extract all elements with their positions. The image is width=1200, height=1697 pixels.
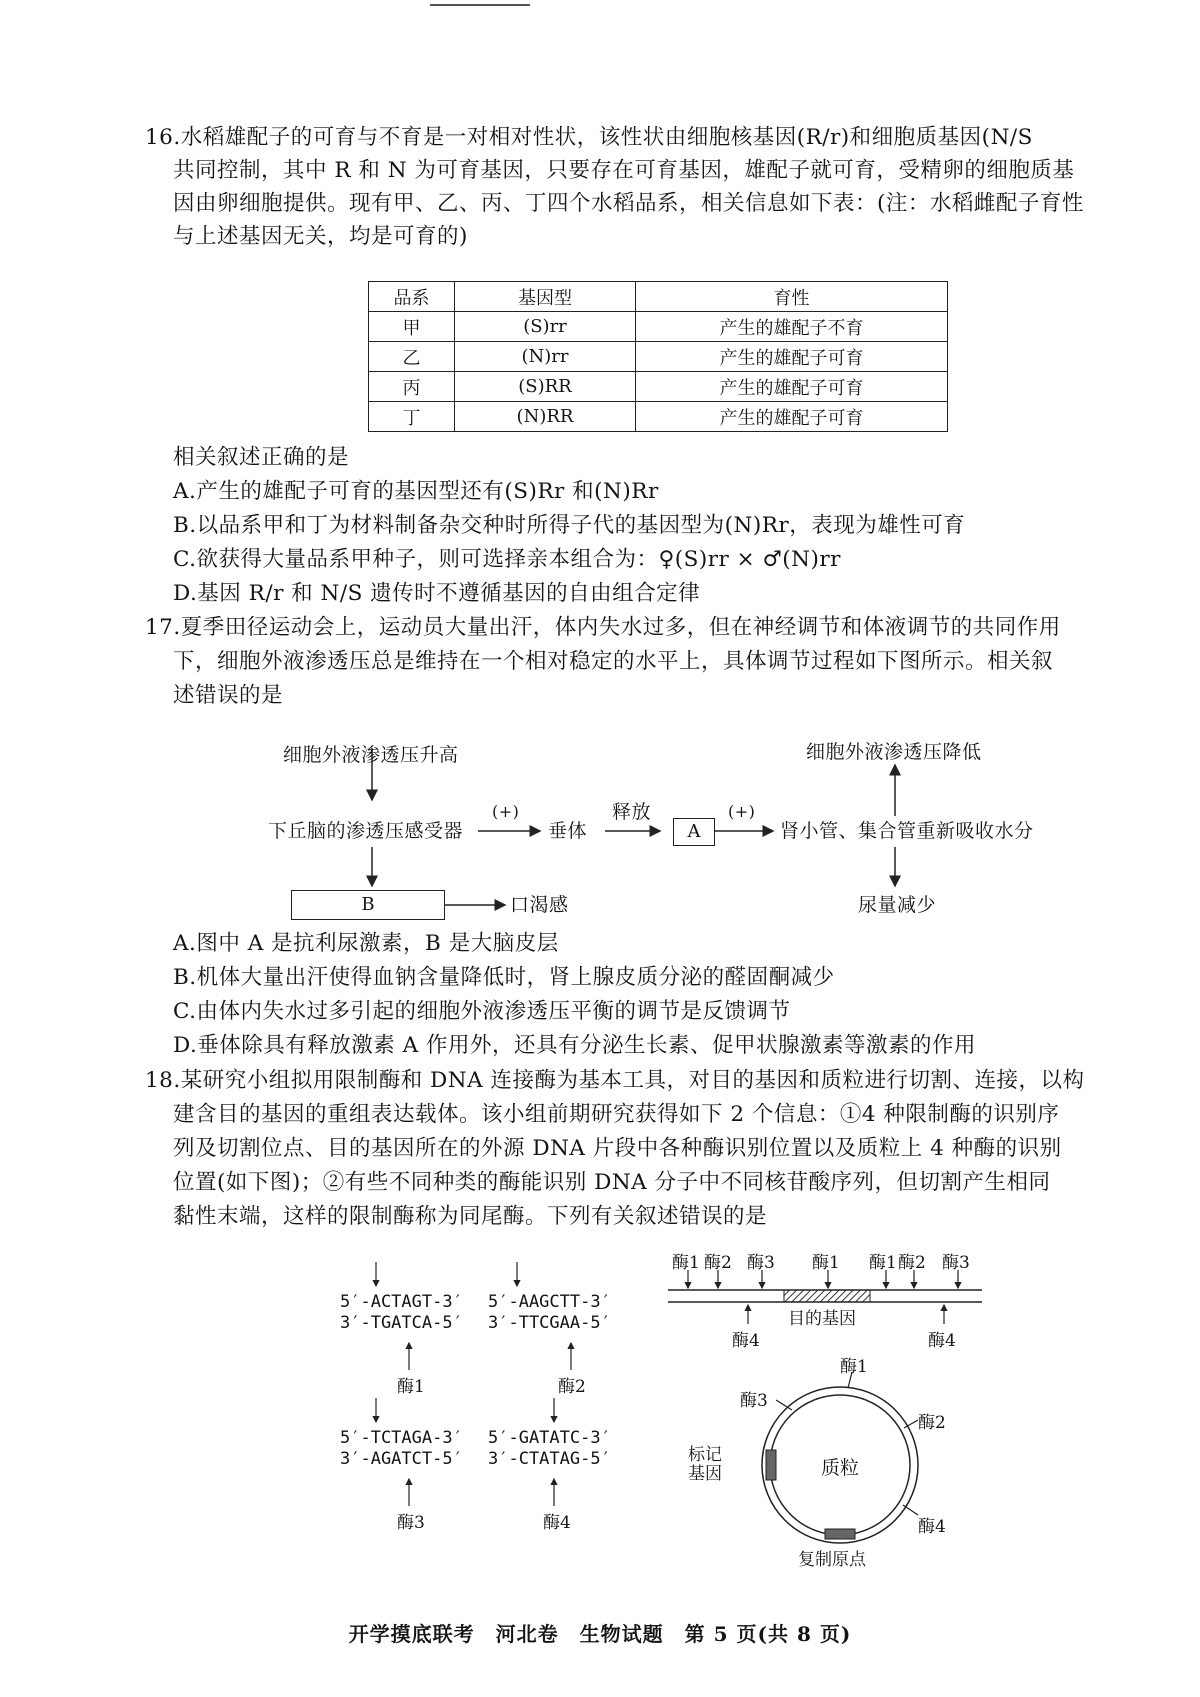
q18-line-3: 列及切割位点、目的基因所在的外源 DNA 片段中各种酶识别位置以及质粒上 4 种酶的识别 — [173, 1136, 1062, 1161]
plasmid-enzyme4: 酶4 — [918, 1517, 946, 1537]
table-header: 育性 — [636, 282, 948, 312]
table-cell: 产生的雄配子不育 — [636, 312, 948, 342]
dna-label-top: 酶3 — [747, 1253, 775, 1273]
q16-line-2: 共同控制，其中 R 和 N 为可育基因，只要存在可育基因，雄配子就可育，受精卵的细胞质基 — [173, 158, 1075, 183]
q18-line-2: 建含目的基因的重组表达载体。该小组前期研究获得如下 2 个信息：①4 种限制酶的识别序 — [173, 1102, 1060, 1127]
enzyme2-top-strand: 5′-AAGCTT-3′ — [488, 1292, 611, 1312]
diagram-end: 细胞外液渗透压降低 — [806, 741, 982, 763]
enzyme4-top-strand: 5′-GATATC-3′ — [488, 1428, 611, 1448]
q17-line-2: 下，细胞外液渗透压总是维持在一个相对稳定的水平上，具体调节过程如下图所示。相关叙 — [173, 649, 1054, 674]
table-cell: 丁 — [369, 402, 455, 432]
q17-option-b: B.机体大量出汗使得血钠含量降低时，肾上腺皮质分泌的醛固酮减少 — [173, 965, 835, 990]
diagram-plus-1: (+) — [492, 802, 520, 821]
plasmid-enzyme3: 酶3 — [740, 1391, 768, 1411]
dna-label-top: 酶2 — [704, 1253, 732, 1273]
diagram-receptor: 下丘脑的渗透压感受器 — [268, 820, 464, 842]
table-cell: 丙 — [369, 372, 455, 402]
q16-line-4: 与上述基因无关，均是可育的) — [173, 224, 468, 249]
table-cell: (S)RR — [455, 372, 636, 402]
enzyme4-label: 酶4 — [543, 1513, 571, 1533]
dna-label-top: 酶2 — [898, 1253, 926, 1273]
enzyme2-bottom-strand: 3′-TTCGAA-5′ — [488, 1313, 611, 1333]
dna-label-bottom: 酶4 — [732, 1331, 760, 1351]
q17-option-c: C.由体内失水过多引起的细胞外液渗透压平衡的调节是反馈调节 — [173, 999, 791, 1024]
q16-line-3: 因由卵细胞提供。现有甲、乙、丙、丁四个水稻品系，相关信息如下表：(注：水稻雌配子育性 — [173, 191, 1084, 216]
table-cell: 产生的雄配子可育 — [636, 342, 948, 372]
q16-option-b: B.以品系甲和丁为材料制备杂交种时所得子代的基因型为(N)Rr，表现为雄性可育 — [173, 513, 966, 538]
enzyme2-label: 酶2 — [558, 1377, 586, 1397]
enzyme3-bottom-strand: 3′-AGATCT-5′ — [340, 1449, 463, 1469]
diagram-box-a: A — [673, 818, 715, 846]
q16-option-c: C.欲获得大量品系甲种子，则可选择亲本组合为：♀(S)rr × ♂(N)rr — [173, 547, 841, 572]
enzyme3-top-strand: 5′-TCTAGA-3′ — [340, 1428, 463, 1448]
dna-label-top: 酶1 — [812, 1253, 840, 1273]
enzyme1-bottom-strand: 3′-TGATCA-5′ — [340, 1313, 463, 1333]
table-cell: (N)RR — [455, 402, 636, 432]
enzyme3-label: 酶3 — [397, 1513, 425, 1533]
diagram-box-b: B — [291, 890, 445, 920]
diagram-release: 释放 — [612, 801, 652, 823]
q18-line-1: 18.某研究小组拟用限制酶和 DNA 连接酶为基本工具，对目的基因和质粒进行切割、连接，以构 — [145, 1068, 1085, 1093]
diagram-urine: 尿量减少 — [858, 894, 937, 916]
table-cell: (S)rr — [455, 312, 636, 342]
dna-label-top: 酶1 — [672, 1253, 700, 1273]
origin-label: 复制原点 — [798, 1550, 866, 1570]
plasmid-enzyme1: 酶1 — [840, 1357, 868, 1377]
q18-line-4: 位置(如下图)；②有些不同种类的酶能识别 DNA 分子中不同核苷酸序列，但切割产生相同 — [173, 1170, 1051, 1195]
page-footer: 开学摸底联考 河北卷 生物试题 第 5 页(共 8 页) — [348, 1622, 852, 1646]
q16-line-1: 16.水稻雄配子的可育与不育是一对相对性状，该性状由细胞核基因(R/r)和细胞质基因(N/S — [145, 125, 1033, 150]
q16-option-a: A.产生的雄配子可育的基因型还有(S)Rr 和(N)Rr — [173, 479, 659, 504]
table-cell: 甲 — [369, 312, 455, 342]
q16-stem: 相关叙述正确的是 — [173, 445, 350, 470]
target-gene-label: 目的基因 — [788, 1309, 856, 1329]
enzyme4-bottom-strand: 3′-CTATAG-5′ — [488, 1449, 611, 1469]
diagram-pituitary: 垂体 — [548, 820, 588, 842]
table-header: 品系 — [369, 282, 455, 312]
q17-line-3: 述错误的是 — [173, 683, 284, 708]
q16-option-d: D.基因 R/r 和 N/S 遗传时不遵循基因的自由组合定律 — [173, 581, 701, 606]
table-cell: 产生的雄配子可育 — [636, 372, 948, 402]
q17-line-1: 17.夏季田径运动会上，运动员大量出汗，体内失水过多，但在神经调节和体液调节的共同作用 — [145, 615, 1061, 640]
dna-label-top: 酶3 — [942, 1253, 970, 1273]
q18-line-5: 黏性末端，这样的限制酶称为同尾酶。下列有关叙述错误的是 — [173, 1204, 768, 1229]
diagram-start: 细胞外液渗透压升高 — [283, 744, 459, 766]
table-cell: 乙 — [369, 342, 455, 372]
table-header: 基因型 — [455, 282, 636, 312]
table-cell: 产生的雄配子可育 — [636, 402, 948, 432]
dna-label-top: 酶1 — [869, 1253, 897, 1273]
diagram-kidney: 肾小管、集合管重新吸收水分 — [780, 820, 1034, 842]
plasmid-enzyme2: 酶2 — [918, 1413, 946, 1433]
q17-option-d: D.垂体除具有释放激素 A 作用外，还具有分泌生长素、促甲状腺激素等激素的作用 — [173, 1033, 977, 1058]
plasmid-label: 质粒 — [821, 1457, 860, 1479]
enzyme1-label: 酶1 — [397, 1377, 425, 1397]
diagram-plus-2: (+) — [728, 802, 756, 821]
table-cell: (N)rr — [455, 342, 636, 372]
marker-gene-label: 标记基因 — [688, 1445, 722, 1484]
q17-option-a: A.图中 A 是抗利尿激素，B 是大脑皮层 — [173, 931, 559, 956]
diagram-thirst: 口渴感 — [510, 894, 569, 916]
enzyme1-top-strand: 5′-ACTAGT-3′ — [340, 1292, 463, 1312]
dna-label-bottom: 酶4 — [928, 1331, 956, 1351]
